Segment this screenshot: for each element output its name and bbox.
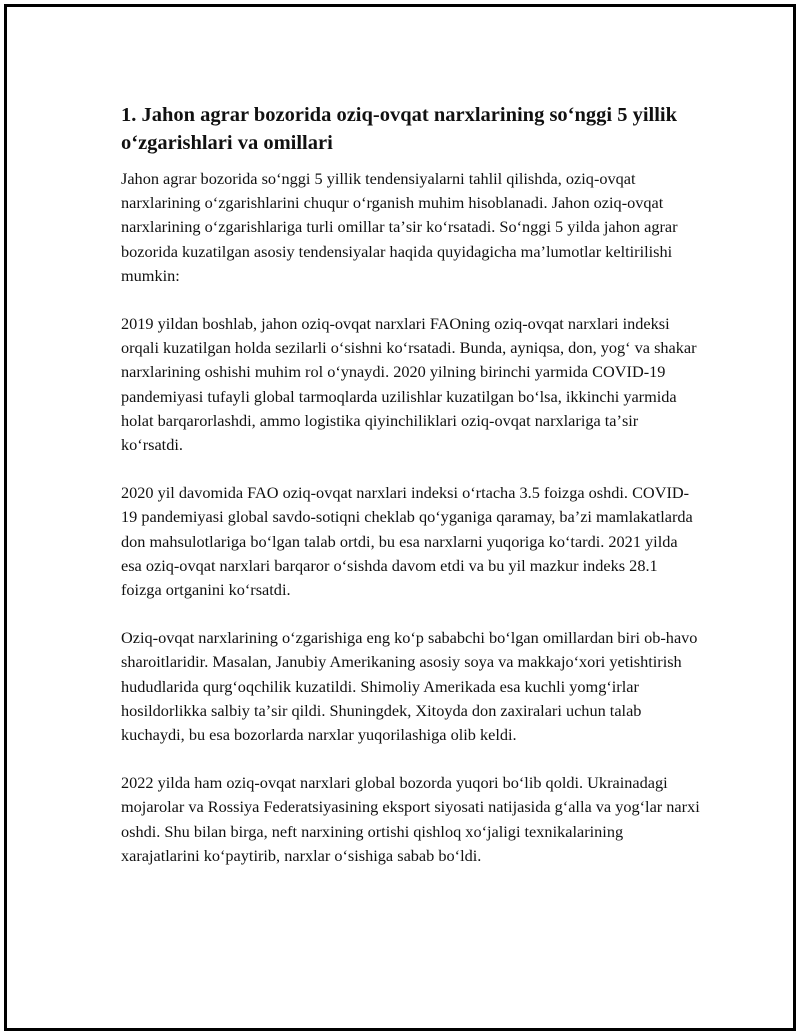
page-frame — [4, 4, 796, 1031]
paragraph-intro: Jahon agrar bozorida soʻnggi 5 yillik tendensiyalarni tahlil qilishda, oziq-ovqat narxlarining oʻzgarishlarini chuqur oʻrganish muhim hisoblanadi. Jahon oziq-ovqat narxlarining oʻzgarishlariga turli omillar taʼsir koʻrsatadi. Soʻnggi 5 yilda jahon agrar bozorida kuzatilgan asosiy tendensiyalar haqida quyidagicha maʼlumotlar keltirilishi mumkin: — [121, 169, 678, 285]
paragraph-2020: 2020 yil davomida FAO oziq-ovqat narxlari indeksi oʻrtacha 3.5 foizga oshdi. COVID-19 pandemiyasi global savdo-sotiqni cheklab qoʻyganiga qaramay, baʼzi mamlakatlarda don mahsulotlariga boʻlgan talab ortdi, bu esa narxlarni yuqoriga koʻtardi. 2021 yilda esa oziq-ovqat narxlari barqaror oʻsishda davom etdi va bu yil mazkur indeks 28.1 foizga ortganini koʻrsatdi. — [121, 483, 693, 600]
section-heading: 1. Jahon agrar bozorida oziq-ovqat narxlarining soʻnggi 5 yillik oʻzgarishlari va omillari — [121, 104, 678, 154]
paragraph-2019: 2019 yildan boshlab, jahon oziq-ovqat narxlari FAOning oziq-ovqat narxlari indeksi orqali kuzatilgan holda sezilarli oʻsishni koʻrsatadi. Bunda, ayniqsa, don, yogʻ va shakar narxlarining oshishi muhim rol oʻynaydi. 2020 yilning birinchi yarmida COVID-19 pandemiyasi tufayli global tarmoqlarda uzilishlar kuzatilgan boʻlsa, ikkinchi yarmida holat barqarorlashdi, ammo logistika qiyinchiliklari oziq-ovqat narxlariga taʼsir koʻrsatdi. — [121, 314, 697, 455]
paragraph-weather: Oziq-ovqat narxlarining oʻzgarishiga eng koʻp sababchi boʻlgan omillardan biri ob-havo sharoitlaridir. Masalan, Janubiy Amerikaning asosiy soya va makkajoʻxori yetishtirish hududlarida qurgʻoqchilik kuzatildi. Shimoliy Amerikada esa kuchli yomgʻirlar hosildorlikka salbiy taʼsir qildi. Shuningdek, Xitoyda don zaxiralari uchun talab kuchaydi, bu esa bozorlarda narxlar yuqorilashiga olib keldi. — [121, 628, 698, 745]
paragraph-2022: 2022 yilda ham oziq-ovqat narxlari global bozorda yuqori boʻlib qoldi. Ukrainadagi mojarolar va Rossiya Federatsiyasining eksport siyosati natijasida gʻalla va yogʻlar narxi oshdi. Shu bilan birga, neft narxining ortishi qishloq xoʻjaligi texnikalarining xarajatlarini koʻpaytirib, narxlar oʻsishiga sabab boʻldi. — [121, 773, 700, 865]
document-content — [121, 101, 701, 892]
